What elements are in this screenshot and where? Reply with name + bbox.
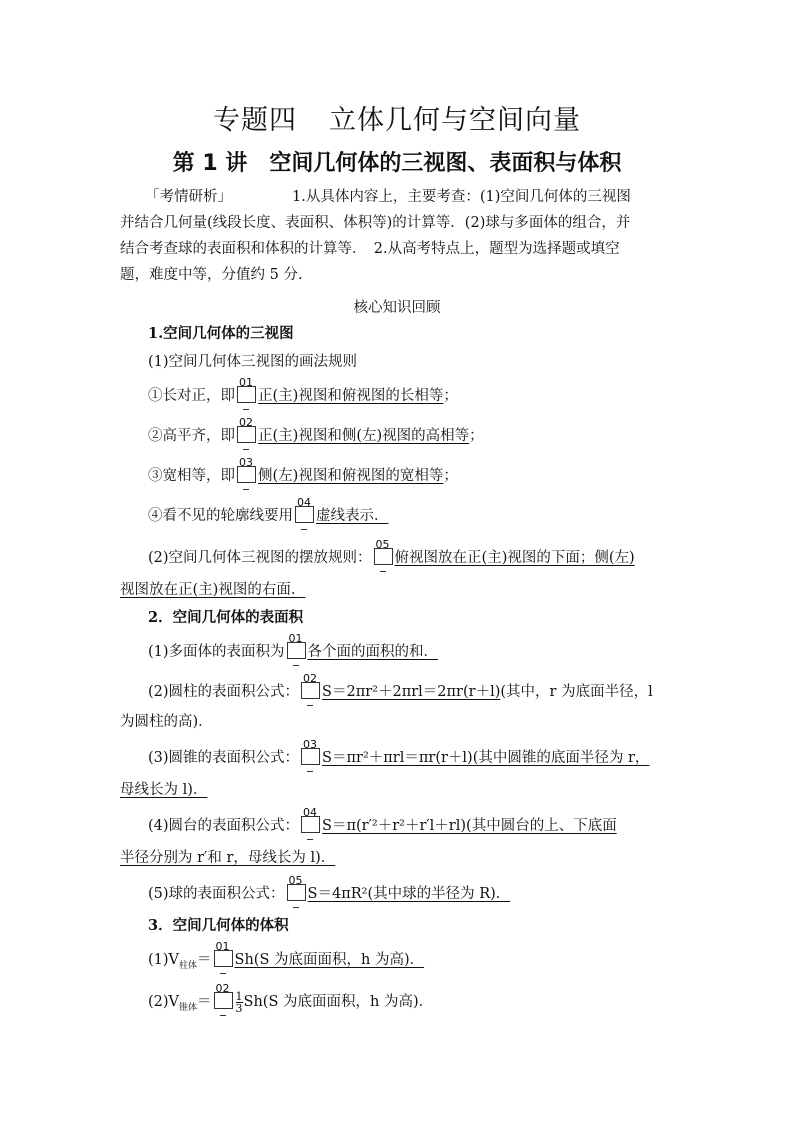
answer-box-icon[interactable] (237, 376, 256, 403)
rule-answer: 虚线表示． (316, 508, 389, 524)
item-answer: 各个面的面积的和． (307, 644, 439, 660)
item-prefix: (5)球的表面积公式： (148, 886, 285, 902)
answer-box-icon[interactable] (301, 672, 320, 699)
surface-item (148, 632, 439, 661)
answer-box-icon[interactable] (214, 982, 233, 1009)
sub2-prefix: (2)空间几何体三视图的摆放规则： (148, 550, 372, 566)
section2-title: 2．空间几何体的表面积 (148, 609, 304, 626)
section1-sub2-cont (120, 578, 305, 599)
surface-item (148, 672, 653, 701)
chapter-name: 立体几何与空间向量 (329, 105, 581, 136)
box-number: 03 (303, 738, 318, 751)
item-answer-cont: 母线长为 l)． (120, 782, 208, 798)
item-answer: Sh(S 为底面面积，h 为高)． (234, 952, 425, 968)
volume-item (148, 940, 425, 971)
surface-item-cont (120, 846, 335, 867)
item-formula: S＝2πr²＋2πrl＝2πr(r＋l) (322, 684, 501, 700)
rule-item (148, 456, 458, 485)
item-answer: S＝πr²＋πrl＝πr(r＋l)(其中圆锥的底面半径为 r， (322, 750, 650, 766)
item-prefix: (1)V (148, 952, 180, 968)
answer-box-icon[interactable] (301, 738, 320, 765)
section1-sub2 (148, 538, 635, 567)
box-number: 02 (303, 672, 318, 685)
answer-box-icon[interactable] (237, 416, 256, 443)
surface-item (148, 738, 650, 767)
section1-sub1: (1)空间几何体三视图的画法规则 (148, 354, 358, 370)
item-answer-cont: 半径分别为 r′和 r，母线长为 l)． (120, 850, 336, 866)
lesson-number: 第 1 讲 (172, 151, 248, 176)
lesson-name: 空间几何体的三视图、表面积与体积 (269, 151, 622, 176)
answer-box-icon[interactable] (214, 940, 233, 967)
item-subscript: 柱体 (179, 960, 198, 971)
intro-line: 1.从具体内容上，主要考查：(1)空间几何体的三视图 (292, 189, 631, 205)
answer-box-icon[interactable] (287, 874, 306, 901)
surface-item-cont: 为圆柱的高)． (120, 714, 213, 730)
box-number: 03 (239, 456, 253, 469)
item-prefix: (4)圆台的表面积公式： (148, 818, 300, 834)
section3-title: 3．空间几何体的体积 (148, 917, 289, 934)
box-number: 05 (288, 874, 303, 887)
section-heading: 核心知识回顾 (353, 300, 441, 316)
box-number: 02 (215, 982, 230, 995)
item-answer: S＝π(r′²＋r²＋r′l＋rl)(其中圆台的上、下底面 (322, 818, 617, 834)
rule-answer: 正(主)视图和俯视图的长相等 (258, 388, 444, 404)
box-number: 04 (297, 496, 311, 509)
rule-suffix: ； (443, 468, 458, 484)
rule-prefix: ④看不见的轮廓线要用 (148, 508, 293, 524)
rule-answer: 正(主)视图和侧(左)视图的高相等 (258, 428, 470, 444)
answer-box-icon[interactable] (295, 496, 314, 523)
fraction (236, 991, 243, 1014)
rule-item (148, 416, 484, 445)
volume-item (148, 982, 434, 1015)
answer-box-icon[interactable] (301, 806, 320, 833)
rule-suffix: ； (443, 388, 458, 404)
item-eq: ＝ (197, 994, 212, 1010)
intro-paragraph (120, 184, 676, 288)
section1-title: 1.空间几何体的三视图 (148, 325, 294, 342)
item-prefix: (2)V (148, 994, 180, 1010)
intro-line: 题，难度中等，分值约 5 分. (120, 267, 303, 283)
item-prefix: (1)多面体的表面积为 (148, 644, 285, 660)
answer-box-icon[interactable] (237, 456, 256, 483)
surface-item-cont (120, 778, 207, 799)
item-answer: Sh(S 为底面面积，h 为高)． (243, 994, 434, 1010)
box-number: 01 (239, 376, 253, 389)
item-eq: ＝ (197, 952, 212, 968)
item-prefix: (2)圆柱的表面积公式： (148, 684, 300, 700)
item-answer: S＝4πR²(其中球的半径为 R)． (307, 886, 511, 902)
rule-item (148, 376, 458, 405)
fraction-denominator: 3 (235, 1001, 243, 1015)
rule-prefix: ③宽相等，即 (148, 468, 235, 484)
intro-tag: 「考情研析」 (145, 189, 232, 205)
chapter-number: 专题四 (213, 105, 297, 136)
intro-line: 并结合几何量(线段长度、表面积、体积等)的计算等．(2)球与多面体的组合，并 (120, 215, 631, 231)
rule-answer: 侧(左)视图和俯视图的宽相等 (258, 468, 444, 484)
item-subscript: 锥体 (179, 1002, 198, 1013)
intro-line: 结合考查球的表面积和体积的计算等． 2.从高考特点上，题型为选择题或填空 (120, 241, 620, 257)
rule-prefix: ①长对正，即 (148, 388, 235, 404)
sub2-answer: 俯视图放在正(主)视图的下面；侧(左) (394, 550, 635, 566)
box-number: 05 (375, 538, 390, 551)
chapter-title (0, 98, 794, 137)
surface-item (148, 806, 617, 835)
box-number: 04 (303, 806, 318, 819)
fraction-numerator: 1 (235, 989, 243, 1003)
rule-item (148, 496, 389, 525)
sub2-answer-cont: 视图放在正(主)视图的右面． (120, 582, 306, 598)
box-number: 01 (215, 940, 230, 953)
lesson-title (0, 146, 794, 177)
rule-prefix: ②高平齐，即 (148, 428, 235, 444)
rule-suffix: ； (469, 428, 484, 444)
answer-box-icon[interactable] (374, 538, 393, 565)
box-number: 01 (288, 632, 303, 645)
item-note: (其中，r 为底面半径，l (500, 684, 653, 700)
answer-box-icon[interactable] (287, 632, 306, 659)
item-prefix: (3)圆锥的表面积公式： (148, 750, 300, 766)
surface-item (148, 874, 511, 903)
box-number: 02 (239, 416, 253, 429)
